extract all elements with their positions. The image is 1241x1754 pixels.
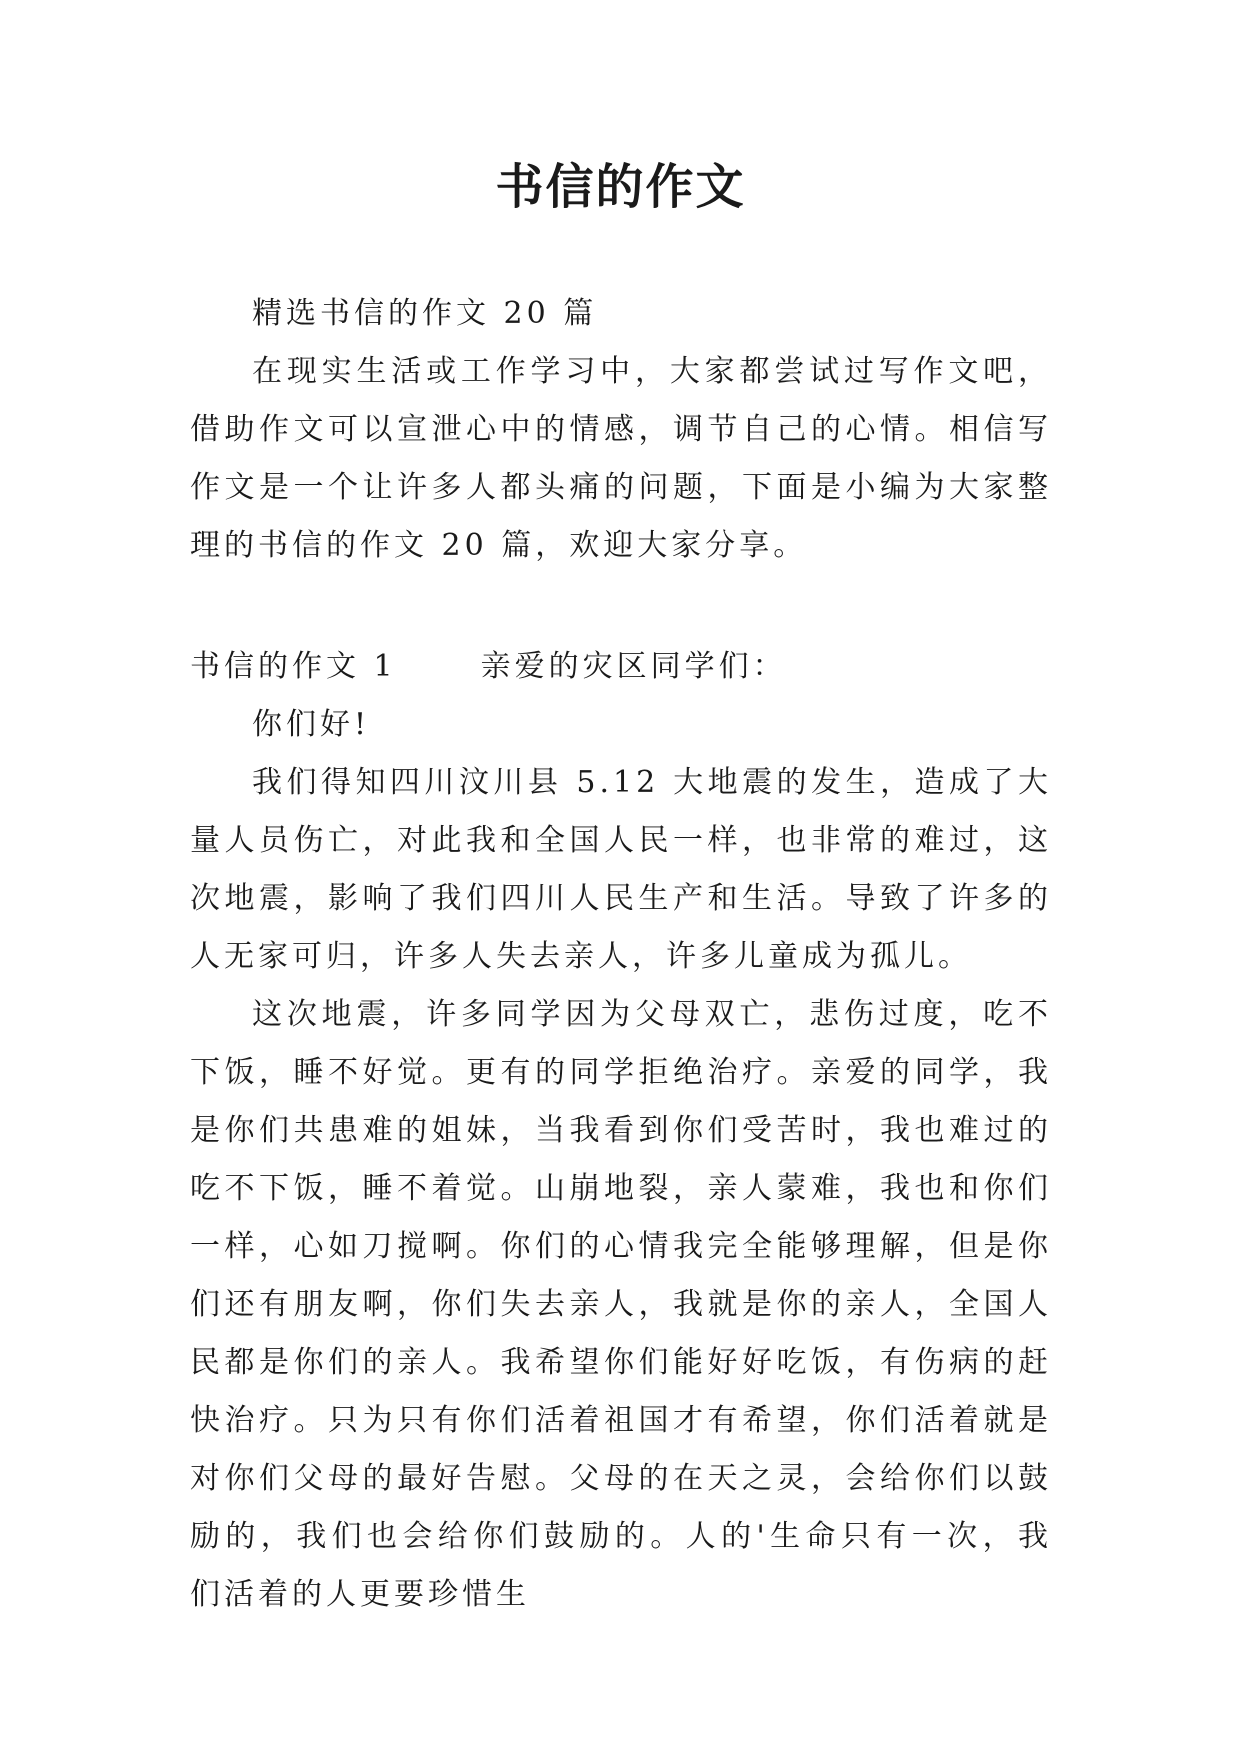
letter-greeting: 你们好! (252, 707, 371, 742)
intro-paragraph: 在现实生活或工作学习中，大家都尝试过写作文吧，借助作文可以宣泄心中的情感，调节自己的心情。相信写作文是一个让许多人都头痛的问题，下面是小编为大家整理的书信的作文 20 篇，欢迎大家分享。 (190, 354, 1052, 563)
page-title: 书信的作文 (495, 159, 746, 215)
intro-section (190, 285, 1052, 575)
intro-subtitle: 精选书信的作文 20 篇 (252, 296, 598, 331)
essay-heading-row (190, 638, 1052, 696)
essay-heading: 书信的作文 1 (190, 649, 397, 684)
letter-paragraph: 这次地震，许多同学因为父母双亡，悲伤过度，吃不下饭，睡不好觉。更有的同学拒绝治疗。亲爱的同学，我是你们共患难的姐妹，当我看到你们受苦时，我也难过的吃不下饭，睡不着觉。山崩地裂，亲人蒙难，我也和你们一样，心如刀搅啊。你们的心情我完全能够理解，但是你们还有朋友啊，你们失去亲人，我就是你的亲人，全国人民都是你们的亲人。我希望你们能好好吃饭，有伤病的赶快治疗。只为只有你们活着祖国才有希望，你们活着就是对你们父母的最好告慰。父母的在天之灵，会给你们以鼓励的，我们也会给你们鼓励的。人的'生命只有一次，我们活着的人更要珍惜生 (190, 997, 1052, 1612)
letter-paragraph: 我们得知四川汶川县 5.12 大地震的发生，造成了大量人员伤亡，对此我和全国人民一样，也非常的难过，这次地震，影响了我们四川人民生产和生活。导致了许多的人无家可归，许多人失去亲人，许多儿童成为孤儿。 (190, 765, 1052, 974)
essay-section (190, 638, 1052, 1624)
letter-salutation: 亲爱的灾区同学们： (480, 649, 787, 684)
